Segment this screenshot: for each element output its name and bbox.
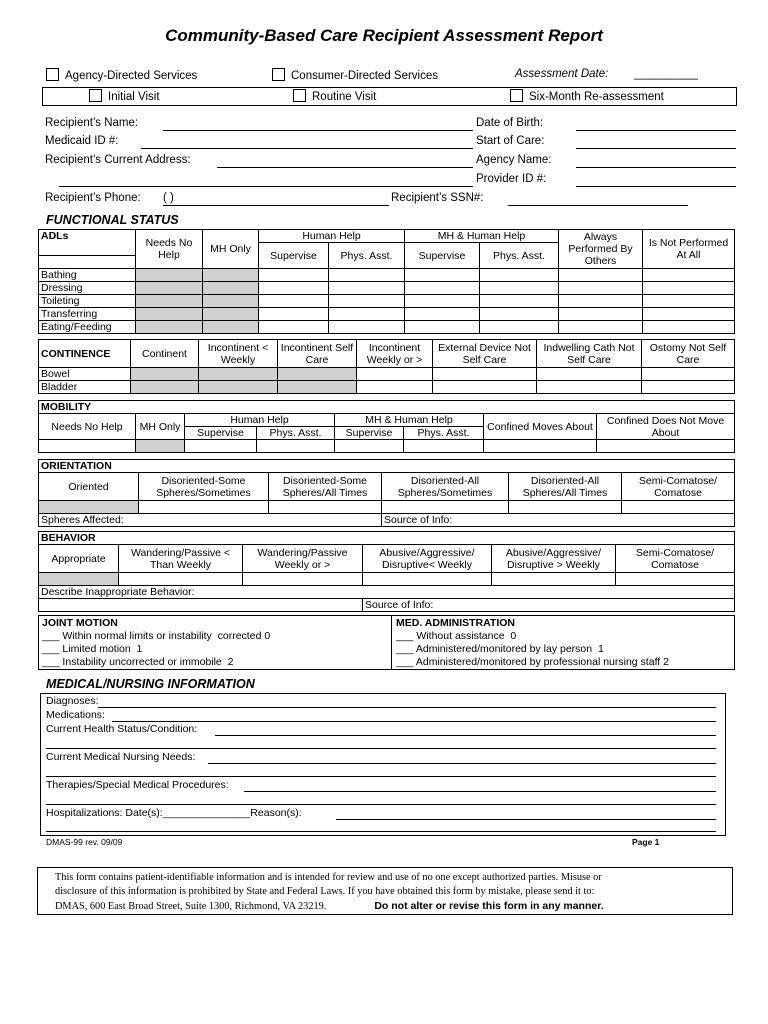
- continence-cell[interactable]: [199, 381, 278, 394]
- mobility-mhh-supervise-header: Supervise: [335, 427, 404, 440]
- adl-cell[interactable]: [136, 295, 203, 308]
- adl-cell[interactable]: [405, 308, 480, 321]
- orientation-cell[interactable]: [382, 501, 509, 514]
- do-not-alter-warning: Do not alter or revise this form in any manner.: [374, 900, 604, 912]
- continence-col-header: Incontinent Self Care: [278, 340, 357, 368]
- mobility-confined-moves-header: Confined Moves About: [484, 414, 597, 440]
- med-admin-option[interactable]: ___ Administered/monitored by lay person 1: [396, 643, 604, 655]
- adl-cell[interactable]: [329, 269, 405, 282]
- adl-cell[interactable]: [643, 269, 735, 282]
- adl-cell[interactable]: [480, 308, 559, 321]
- agency-directed-label: Agency-Directed Services: [65, 70, 198, 82]
- provider-id-field[interactable]: [576, 186, 736, 187]
- mobility-cell[interactable]: [257, 440, 335, 453]
- six-month-checkbox[interactable]: [510, 89, 523, 102]
- start-of-care-field[interactable]: [576, 148, 736, 149]
- behavior-table: [38, 531, 735, 612]
- adl-row-label: Toileting: [39, 295, 136, 308]
- mobility-cell[interactable]: [484, 440, 597, 453]
- adl-needs-no-help-header: Needs No Help: [136, 230, 203, 269]
- adl-row-label: Transferring: [39, 308, 136, 321]
- mobility-needs-no-help-header: Needs No Help: [39, 414, 136, 440]
- adl-cell[interactable]: [643, 321, 735, 334]
- adl-always-header: Always Performed By Others: [559, 230, 643, 269]
- describe-behavior-field[interactable]: Describe Inappropriate Behavior:: [39, 586, 735, 599]
- behavior-col-header: Appropriate: [39, 545, 119, 573]
- adl-human-help-header: Human Help: [259, 230, 405, 243]
- adl-not-performed-header: Is Not Performed At All: [643, 230, 735, 269]
- provider-id-label: Provider ID #:: [476, 173, 547, 185]
- adl-row-bathing: [39, 269, 735, 282]
- adl-cell[interactable]: [643, 282, 735, 295]
- adl-cell[interactable]: [559, 269, 643, 282]
- dob-field[interactable]: [576, 130, 736, 131]
- ssn-field[interactable]: [508, 205, 688, 206]
- orientation-col-header: Disoriented-All Spheres/Sometimes: [382, 473, 509, 501]
- routine-visit-checkbox[interactable]: [293, 89, 306, 102]
- behavior-cell[interactable]: [39, 573, 119, 586]
- phone-label: Recipient’s Phone:: [45, 192, 141, 204]
- behavior-cell[interactable]: [616, 573, 735, 586]
- initial-visit-label: Initial Visit: [108, 91, 160, 103]
- orientation-cell[interactable]: [269, 501, 382, 514]
- continence-cell[interactable]: [278, 381, 357, 394]
- joint-med-divider: [391, 615, 392, 670]
- continence-cell[interactable]: [537, 381, 642, 394]
- continence-row-label: Bowel: [39, 368, 131, 381]
- continence-cell[interactable]: [642, 381, 735, 394]
- continence-col-header: External Device Not Self Care: [433, 340, 537, 368]
- continence-table: [38, 339, 735, 394]
- adl-cell[interactable]: [559, 321, 643, 334]
- privacy-notice-line: [55, 899, 604, 914]
- medicaid-id-label: Medicaid ID #:: [45, 135, 119, 147]
- behavior-cell[interactable]: [119, 573, 243, 586]
- adl-cell[interactable]: [203, 282, 259, 295]
- agency-name-label: Agency Name:: [476, 154, 552, 166]
- page-number: Page 1: [632, 837, 660, 847]
- med-admin-heading: MED. ADMINISTRATION: [396, 617, 515, 629]
- orientation-cell[interactable]: [622, 501, 735, 514]
- mobility-cell[interactable]: [404, 440, 484, 453]
- adl-hh-phys-asst-header: Phys. Asst.: [329, 243, 405, 269]
- orientation-col-header: Disoriented-All Spheres/All Times: [509, 473, 622, 501]
- medical-nursing-heading: MEDICAL/NURSING INFORMATION: [46, 677, 255, 691]
- hospitalizations-field-2[interactable]: [46, 831, 716, 832]
- initial-visit-option[interactable]: [89, 89, 160, 103]
- privacy-notice: [55, 871, 604, 914]
- continence-cell[interactable]: [642, 368, 735, 381]
- adl-row-label: Bathing: [39, 269, 136, 282]
- mobility-cell[interactable]: [185, 440, 257, 453]
- current-address-field[interactable]: [217, 167, 473, 168]
- orientation-answer-row: [39, 501, 735, 514]
- adl-mh-only-header: MH Only: [203, 230, 259, 269]
- assessment-date-label: Assessment Date:: [515, 68, 609, 80]
- adl-cell[interactable]: [480, 269, 559, 282]
- agency-directed-checkbox[interactable]: [46, 68, 59, 81]
- adl-cell[interactable]: [559, 282, 643, 295]
- dob-label: Date of Birth:: [476, 117, 544, 129]
- continence-cell[interactable]: [433, 381, 537, 394]
- adl-cell[interactable]: [329, 295, 405, 308]
- adl-cell[interactable]: [203, 321, 259, 334]
- adl-cell[interactable]: [329, 282, 405, 295]
- diagnoses-field[interactable]: [98, 707, 716, 708]
- continence-col-header: Indwelling Cath Not Self Care: [537, 340, 642, 368]
- continence-col-header: Incontinent Weekly or >: [357, 340, 433, 368]
- continence-cell[interactable]: [433, 368, 537, 381]
- adl-cell[interactable]: [259, 308, 329, 321]
- adl-cell[interactable]: [329, 321, 405, 334]
- ssn-label: Recipient’s SSN#:: [391, 192, 484, 204]
- mobility-mh-only-header: MH Only: [136, 414, 185, 440]
- adl-cell[interactable]: [559, 295, 643, 308]
- mobility-confined-not-header: Confined Does Not Move About: [597, 414, 735, 440]
- behavior-col-header: Abusive/Aggressive/ Disruptive< Weekly: [363, 545, 492, 573]
- adl-cell[interactable]: [203, 295, 259, 308]
- adl-cell[interactable]: [405, 321, 480, 334]
- mobility-human-help-header: Human Help: [185, 414, 335, 427]
- routine-visit-option[interactable]: [293, 89, 376, 103]
- adl-mh-human-help-header: MH & Human Help: [405, 230, 559, 243]
- adl-cell[interactable]: [259, 295, 329, 308]
- spheres-affected-field[interactable]: Spheres Affected:: [39, 514, 382, 527]
- adl-header-spacer: [39, 256, 136, 269]
- orientation-col-header: Semi-Comatose/ Comatose: [622, 473, 735, 501]
- adl-cell[interactable]: [136, 282, 203, 295]
- nursing-needs-label: Current Medical Nursing Needs:: [46, 751, 196, 763]
- therapies-field-2[interactable]: [46, 804, 716, 805]
- agency-name-field[interactable]: [576, 167, 736, 168]
- joint-motion-options: [42, 630, 270, 669]
- adl-cell[interactable]: [480, 295, 559, 308]
- therapies-label: Therapies/Special Medical Procedures:: [46, 779, 229, 791]
- behavior-header: BEHAVIOR: [39, 532, 735, 545]
- health-status-label: Current Health Status/Condition:: [46, 723, 198, 735]
- routine-visit-label: Routine Visit: [312, 91, 377, 103]
- medicaid-id-field[interactable]: [141, 148, 473, 149]
- nursing-needs-field-2[interactable]: [46, 776, 716, 777]
- adl-cell[interactable]: [203, 308, 259, 321]
- adl-cell[interactable]: [203, 269, 259, 282]
- orientation-header: ORIENTATION: [39, 460, 735, 473]
- adl-row-eating: [39, 321, 735, 334]
- mobility-cell[interactable]: [39, 440, 136, 453]
- assessment-date-field[interactable]: __________: [634, 68, 698, 80]
- mobility-cell[interactable]: [597, 440, 735, 453]
- current-address-label: Recipient’s Current Address:: [45, 154, 191, 166]
- mobility-cell[interactable]: [335, 440, 404, 453]
- form-id: DMAS-99 rev. 09/09: [46, 837, 123, 847]
- joint-motion-heading: JOINT MOTION: [42, 617, 118, 629]
- adl-cell[interactable]: [405, 269, 480, 282]
- adl-cell[interactable]: [259, 269, 329, 282]
- orientation-cell[interactable]: [139, 501, 269, 514]
- adl-row-label: Eating/Feeding: [39, 321, 136, 334]
- behavior-source-field[interactable]: Source of Info:: [363, 599, 735, 612]
- adl-row-transferring: [39, 308, 735, 321]
- orientation-source-field[interactable]: Source of Info:: [382, 514, 735, 527]
- form-title: Community-Based Care Recipient Assessment Report: [165, 26, 603, 45]
- health-status-field-2[interactable]: [46, 748, 716, 749]
- continence-row-bowel: [39, 368, 735, 381]
- consumer-directed-label: Consumer-Directed Services: [291, 70, 438, 82]
- mobility-answer-row: [39, 440, 735, 453]
- adl-cell[interactable]: [405, 282, 480, 295]
- privacy-notice-line: This form contains patient-identifiable information and is intended for review and use of no one except authorized parties. Misuse or: [55, 872, 602, 883]
- med-admin-option[interactable]: ___ Administered/monitored by professional nursing staff 2: [396, 656, 669, 668]
- hospitalizations-field[interactable]: [336, 819, 716, 820]
- medications-label: Medications:: [46, 709, 105, 721]
- current-address-field-2[interactable]: [59, 186, 473, 187]
- nursing-needs-field[interactable]: [208, 763, 716, 764]
- orientation-col-header: Disoriented-Some Spheres/Sometimes: [139, 473, 269, 501]
- hospitalizations-label: Hospitalizations: Date(s):_______________Reason(s):: [46, 807, 302, 819]
- adl-cell[interactable]: [329, 308, 405, 321]
- mobility-mh-human-help-header: MH & Human Help: [335, 414, 484, 427]
- adl-hh-supervise-header: Supervise: [259, 243, 329, 269]
- adl-cell[interactable]: [259, 321, 329, 334]
- agency-directed-option[interactable]: [46, 68, 197, 82]
- dmas-address: DMAS, 600 East Broad Street, Suite 1300, Richmond, VA 23219.: [55, 901, 327, 912]
- mobility-mhh-phys-asst-header: Phys. Asst.: [404, 427, 484, 440]
- mobility-hh-supervise-header: Supervise: [185, 427, 257, 440]
- adl-mhh-supervise-header: Supervise: [405, 243, 480, 269]
- continence-header: CONTINENCE: [39, 340, 131, 368]
- mobility-table: [38, 400, 735, 453]
- adl-cell[interactable]: [643, 295, 735, 308]
- behavior-col-header: Abusive/Aggressive/ Disruptive > Weekly: [492, 545, 616, 573]
- continence-row-label: Bladder: [39, 381, 131, 394]
- medications-field[interactable]: [112, 721, 716, 722]
- adl-cell[interactable]: [136, 321, 203, 334]
- behavior-cell[interactable]: [492, 573, 616, 586]
- adl-cell[interactable]: [136, 308, 203, 321]
- mobility-hh-phys-asst-header: Phys. Asst.: [257, 427, 335, 440]
- orientation-col-header: Oriented: [39, 473, 139, 501]
- behavior-col-header: Wandering/Passive Weekly or >: [243, 545, 363, 573]
- adl-row-toileting: [39, 295, 735, 308]
- continence-cell[interactable]: [131, 381, 199, 394]
- diagnoses-label: Diagnoses:: [46, 695, 99, 707]
- six-month-option[interactable]: [510, 89, 664, 103]
- mobility-cell[interactable]: [136, 440, 185, 453]
- health-status-field[interactable]: [215, 735, 716, 736]
- continence-cell[interactable]: [357, 368, 433, 381]
- continence-cell[interactable]: [357, 381, 433, 394]
- phone-field[interactable]: [163, 205, 389, 206]
- adl-cell[interactable]: [643, 308, 735, 321]
- joint-motion-option[interactable]: ___ Instability uncorrected or immobile 2: [42, 656, 234, 668]
- continence-cell[interactable]: [199, 368, 278, 381]
- six-month-label: Six-Month Re-assessment: [529, 91, 664, 103]
- behavior-blank-cell[interactable]: [39, 599, 363, 612]
- adl-cell[interactable]: [480, 321, 559, 334]
- adl-cell[interactable]: [259, 282, 329, 295]
- mobility-header: MOBILITY: [39, 401, 735, 414]
- continence-col-header: Continent: [131, 340, 199, 368]
- behavior-cell[interactable]: [243, 573, 363, 586]
- orientation-cell[interactable]: [39, 501, 139, 514]
- continence-col-header: Incontinent < Weekly: [199, 340, 278, 368]
- med-admin-options: [396, 630, 669, 669]
- adl-table: [38, 229, 735, 334]
- start-of-care-label: Start of Care:: [476, 135, 545, 147]
- adl-row-dressing: [39, 282, 735, 295]
- behavior-col-header: Semi-Comatose/ Comatose: [616, 545, 735, 573]
- med-admin-option[interactable]: ___ Without assistance 0: [396, 630, 517, 642]
- continence-cell[interactable]: [278, 368, 357, 381]
- continence-row-bladder: [39, 381, 735, 394]
- privacy-notice-line: disclosure of this information is prohibited by State and Federal Laws. If you have obtained this form by mistake, please send it to:: [55, 886, 595, 897]
- joint-motion-option[interactable]: ___ Within normal limits or instability corrected 0: [42, 630, 271, 642]
- joint-motion-option[interactable]: ___ Limited motion 1: [42, 643, 143, 655]
- functional-status-heading: FUNCTIONAL STATUS: [46, 213, 179, 227]
- adl-mhh-phys-asst-header: Phys. Asst.: [480, 243, 559, 269]
- orientation-cell[interactable]: [509, 501, 622, 514]
- adl-cell[interactable]: [136, 269, 203, 282]
- adl-header: ADLs: [39, 230, 136, 256]
- adl-cell[interactable]: [405, 295, 480, 308]
- consumer-directed-checkbox[interactable]: [272, 68, 285, 81]
- continence-cell[interactable]: [131, 368, 199, 381]
- recipient-name-field[interactable]: [163, 130, 473, 131]
- continence-col-header: Ostomy Not Self Care: [642, 340, 735, 368]
- behavior-answer-row: [39, 573, 735, 586]
- adl-row-label: Dressing: [39, 282, 136, 295]
- orientation-table: [38, 459, 735, 527]
- recipient-name-label: Recipient’s Name:: [45, 117, 139, 129]
- initial-visit-checkbox[interactable]: [89, 89, 102, 102]
- phone-area-code: ( ): [163, 192, 174, 204]
- behavior-cell[interactable]: [363, 573, 492, 586]
- orientation-col-header: Disoriented-Some Spheres/All Times: [269, 473, 382, 501]
- behavior-col-header: Wandering/Passive < Than Weekly: [119, 545, 243, 573]
- therapies-field[interactable]: [244, 791, 716, 792]
- consumer-directed-option[interactable]: [272, 68, 438, 82]
- adl-cell[interactable]: [559, 308, 643, 321]
- adl-cell[interactable]: [480, 282, 559, 295]
- continence-cell[interactable]: [537, 368, 642, 381]
